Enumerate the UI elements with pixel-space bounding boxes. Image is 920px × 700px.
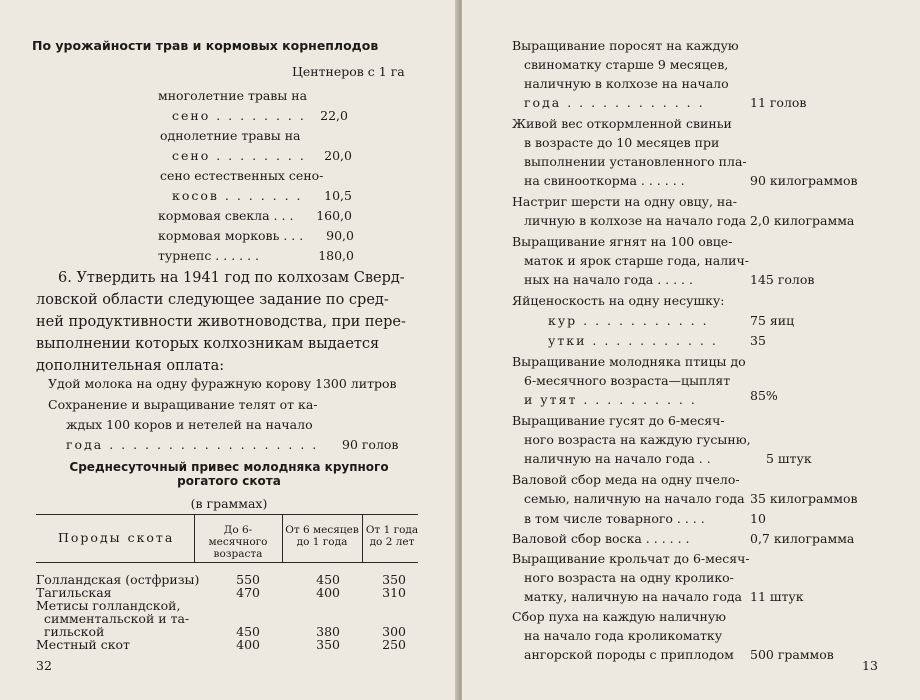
crop-name: сено . . . . . . . . (172, 148, 306, 163)
item-value: 75 яиц (750, 313, 795, 328)
item-value: 11 штук (750, 589, 804, 604)
page-number: 13 (862, 658, 878, 673)
item-line: Выращивание молодняка птицы до (512, 354, 746, 369)
item-value: 2,0 килограмма (750, 213, 855, 228)
item-line: кур . . . . . . . . . . . (548, 313, 709, 328)
item-line: Валовой сбор меда на одну пчело- (512, 472, 740, 487)
col-header-age2: От 6 месяцев до 1 года (285, 524, 359, 548)
item-value: 90 килограммов (750, 173, 858, 188)
item-line: на свинооткорма . . . . . . (524, 173, 685, 188)
col-header-age3: От 1 года до 2 лет (365, 524, 419, 548)
milk-yield: Удой молока на одну фуражную корову 1300 литров (48, 376, 397, 391)
crop-value: 160,0 (316, 208, 352, 223)
paragraph-line: дополнительная оплата: (36, 358, 225, 374)
cell-value: 250 (382, 637, 406, 652)
crop-name: кормовая морковь . . . (158, 228, 304, 243)
cell-value: 300 (382, 624, 406, 639)
unit-label: Центнеров с 1 га (292, 64, 405, 79)
left-page (0, 0, 458, 700)
item-line: утки . . . . . . . . . . . (548, 333, 718, 348)
table-rule (36, 514, 418, 515)
cell-value: 350 (316, 637, 340, 652)
item-line: Выращивание крольчат до 6-месяч- (512, 551, 750, 566)
item-line: на начало года кроликоматку (524, 628, 723, 643)
table-divider (362, 514, 363, 562)
item-line: в том числе товарного . . . . (524, 511, 705, 526)
item-line: Живой вес откормленной свиньи (512, 116, 732, 131)
item-line: матку, наличную на начало года (524, 589, 742, 604)
item-value: 5 штук (766, 451, 812, 466)
item-line: Выращивание гусят до 6-месяч- (512, 413, 725, 428)
crop-value: 20,0 (324, 148, 352, 163)
crop-name: сено естественных сено- (160, 168, 324, 183)
table-title: Среднесуточный привес молодняка крупного (69, 460, 389, 474)
crop-name: косов . . . . . . . (172, 188, 303, 203)
item-value: 35 (750, 333, 766, 348)
crop-name: турнепс . . . . . . (158, 248, 260, 263)
item-line: выполнении установленного пла- (524, 154, 747, 169)
item-line: ного возраста на одну кролико- (524, 570, 734, 585)
crop-value: 90,0 (326, 228, 354, 243)
crop-name: однолетние травы на (160, 128, 301, 143)
item-line: Выращивание ягнят на 100 овце- (512, 234, 733, 249)
crop-value: 180,0 (318, 248, 354, 263)
cell-value: 470 (236, 585, 260, 600)
item-value: 11 голов (750, 95, 807, 110)
item-line: наличную на начало года . . (524, 451, 711, 466)
page-number: 32 (36, 658, 52, 673)
item-value: 35 килограммов (750, 491, 858, 506)
item-line: 6-месячного возраста—цыплят (524, 373, 731, 388)
crop-value: 10,5 (324, 188, 352, 203)
item-value: 10 (750, 511, 766, 526)
item-line: ангорской породы с приплодом (524, 647, 734, 662)
crop-name: многолетние травы на (158, 88, 308, 103)
crop-name: кормовая свекла . . . (158, 208, 294, 223)
calves-value: 90 голов (342, 437, 399, 452)
item-value: 500 граммов (750, 647, 834, 662)
calves-line: ждых 100 коров и нетелей на начало (66, 417, 313, 432)
cell-value: 350 (382, 572, 406, 587)
item-value: 0,7 килограмма (750, 531, 855, 546)
breed-name: Тагильская (36, 585, 112, 600)
item-line: в возрасте до 10 месяцев при (524, 135, 720, 150)
cell-value: 450 (236, 624, 260, 639)
col-header-age1: До 6-месячного возраста (208, 524, 268, 560)
item-line: семью, наличную на начало года (524, 491, 745, 506)
right-page (462, 0, 920, 700)
item-value: 85% (750, 388, 778, 403)
cell-value: 310 (382, 585, 406, 600)
table-rule (36, 562, 418, 563)
calves-line: года . . . . . . . . . . . . . . . . . . (66, 437, 319, 452)
item-line: Настриг шерсти на одну овцу, на- (512, 194, 737, 209)
table-divider (282, 514, 283, 562)
breed-name: Метисы голландской, (36, 598, 181, 613)
item-line: Валовой сбор воска . . . . . . (512, 531, 690, 546)
col-header-breed: Породы скота (58, 530, 175, 545)
cell-value: 400 (316, 585, 340, 600)
paragraph-line: выполнении которых колхозникам выдается (36, 336, 380, 352)
item-line: наличную в колхозе на начало (524, 76, 729, 91)
breed-name: Голландская (остфризы) (36, 572, 200, 587)
crop-name: сено . . . . . . . . (172, 108, 306, 123)
cell-value: 400 (236, 637, 260, 652)
table-unit: (в граммах) (190, 496, 268, 511)
item-line: года . . . . . . . . . . . . (524, 95, 705, 110)
table-title: рогатого скота (177, 474, 281, 488)
cell-value: 550 (236, 572, 260, 587)
item-line: свиноматку старше 9 месяцев, (524, 57, 729, 72)
paragraph-line: 6. Утвердить на 1941 год по колхозам Сверд- (58, 270, 405, 286)
breed-name: симментальской и та- (44, 611, 190, 626)
item-line: личную в колхозе на начало года (524, 213, 747, 228)
breed-name: Местный скот (36, 637, 130, 652)
item-value: 145 голов (750, 272, 815, 287)
item-line: ных на начало года . . . . . (524, 272, 693, 287)
crop-value: 22,0 (320, 108, 348, 123)
cell-value: 380 (316, 624, 340, 639)
calves-line: Сохранение и выращивание телят от ка- (48, 397, 318, 412)
paragraph-line: ловской области следующее задание по сред- (36, 292, 389, 308)
item-line: и утят . . . . . . . . . . (524, 392, 697, 407)
item-line: маток и ярок старше года, налич- (524, 253, 749, 268)
item-line: ного возраста на каждую гусыню, (524, 432, 751, 447)
table-divider (194, 514, 195, 562)
cell-value: 450 (316, 572, 340, 587)
item-line: Сбор пуха на каждую наличную (512, 609, 727, 624)
item-line: Яйценоскость на одну несушку: (512, 293, 725, 308)
item-line: Выращивание поросят на каждую (512, 38, 739, 53)
paragraph-line: ней продуктивности животноводства, при пере- (36, 314, 406, 330)
section-heading: По урожайности трав и кормовых корнеплодов (32, 38, 379, 53)
breed-name: гильской (44, 624, 105, 639)
